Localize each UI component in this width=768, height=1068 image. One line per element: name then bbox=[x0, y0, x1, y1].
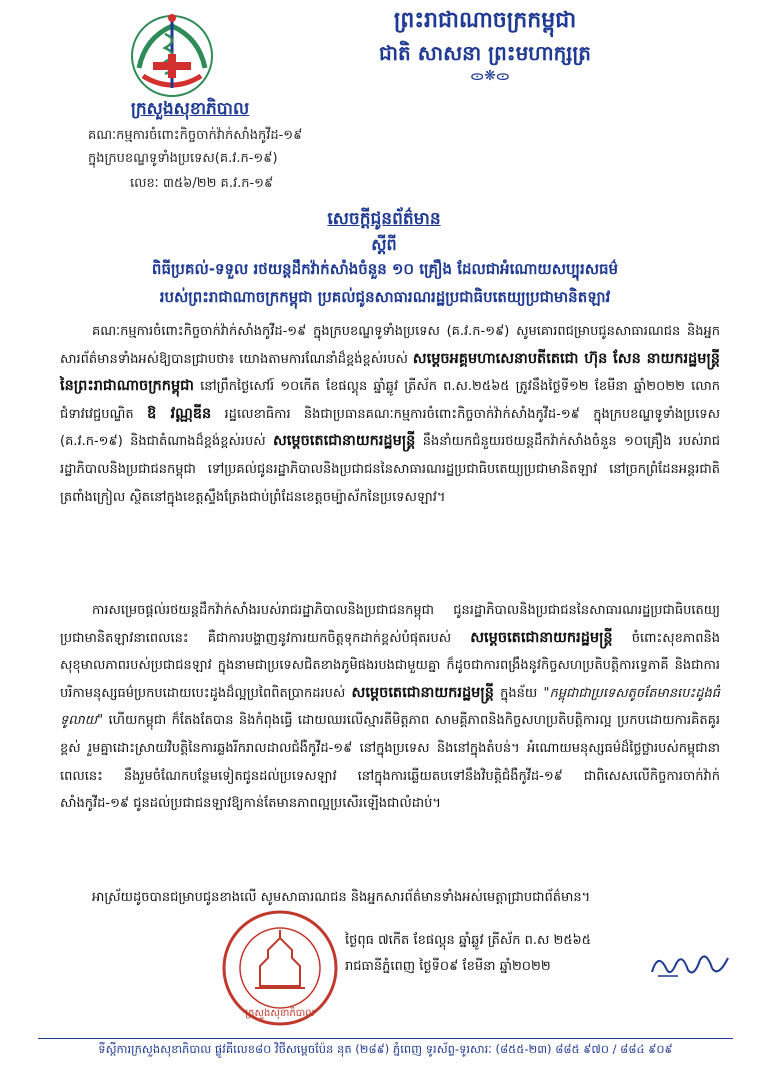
paragraph-text: ចំពោះសុខភាពនិងសុខុមាលភាពរបស់ប្រជាជនឡាវ ក្នុងនាមជាប្រទេសជិតខាងភូមិផងរបងជាមួយគ្នា ក៏ដូចជាការពង្រឹងនូវកិច្ចសហប្រតិបត្តិការទ្វេភាគី និងជាការបរិកាមនុស្សធម៌ប្រកបដោយបេះដូងដ៏ល្អប្រពៃពិតប្រាកដរបស់ bbox=[60, 630, 720, 701]
paragraph-text: គណៈកម្មការចំពោះកិច្ចចាក់វ៉ាក់សាំងកូវីដ-១៩ ក្នុងក្របខណ្ឌទូទាំងប្រទេស (គ.វ.ក-១៩) សូមគោរពជម្រាបជូនសាធារណជន និងអ្នកសារព័ត៌មានទាំងអស់ឱ្យបានជ្រាបថា៖ យោងតាមការណែនាំដ៏ខ្ពង់ខ្ពស់របស់ bbox=[60, 324, 720, 367]
emphasis-prime-minister: សម្តេចតេជោនាយករដ្ឋមន្ត្រី bbox=[470, 629, 613, 646]
stamp-text: ក្រសួងសុខាភិបាល bbox=[245, 1008, 315, 1019]
quoted-phrase: "កម្ពុជាជាប្រទេសតូចតែមានបេះដូងធំទូលាយ" bbox=[60, 685, 720, 729]
document-subject-line2: របស់ព្រះរាជាណាចក្រកម្ពុជា ប្រគល់ជូនសាធារណរដ្ឋប្រជាធិបតេយ្យប្រជាមានិតឡាវ bbox=[159, 288, 611, 306]
committee-scope: ក្នុងក្របខណ្ឌទូទាំងប្រទេស(គ.វ.ក-១៩) bbox=[88, 151, 278, 166]
paragraph-text: អាស្រ័យដូចបានជម្រាបជូនខាងលើ សូមសាធារណជន និងអ្នកសារព័ត៌មានទាំងអស់មេត្តាជ្រាបជាព័ត៌មាន។ bbox=[92, 890, 591, 905]
emphasis-secretary-name: ឱ វណ្ណឌីន bbox=[147, 405, 212, 422]
ornament-divider: ᯣ❋ᯣ bbox=[470, 68, 510, 84]
paragraph-text: ហើយកម្ពុជា ក៏តែងតែបាន និងកំពុងធ្វើ ដោយឈរលើស្មារតីមិត្តភាព សាមគ្គីភាពនិងកិច្ចសហប្រតិបត្តិការល្អ ប្រកបដោយការគិតគូរខ្ពស់ រួមគ្នាដោះស្រាយវិបត្តិនៃការឆ្លងរីករាលដាលជំងឺកូវីដ-១៩ នៅក្នុងប្រទេស និងនៅក្នុងតំបន់។ អំណោយមនុស្សធម៌ដ៏ថ្លៃថ្លារបស់កម្ពុជានាពេលនេះ នឹងរួមចំណែកបន្ថែមទៀតជូនដល់ប្រទេសឡាវ នៅក្នុងការឆ្លើយតបទៅនឹងវិបត្តិជំងឺកូវីដ-១៩ ជាពិសេសលើកិច្ចការចាក់វ៉ាក់សាំងកូវីដ-១៩ ជូនដល់ប្រជាជនឡាវឱ្យកាន់តែមានភាពល្អប្រសើរឡើងជាលំដាប់។ bbox=[60, 713, 720, 812]
body-paragraph-1 bbox=[60, 318, 720, 511]
date-solar: រាជធានីភ្នំពេញ ថ្ងៃទី០៩ ខែមីនា ឆ្នាំ២០២២ bbox=[345, 959, 551, 974]
document-title: សេចក្តីជូនព័ត៌មាន bbox=[327, 209, 441, 229]
emphasis-prime-minister: សម្តេចតេជោនាយករដ្ឋមន្ត្រី bbox=[272, 433, 416, 450]
national-title: ព្រះរាជាណាចក្រកម្ពុជា bbox=[393, 8, 577, 33]
ministry-name: ក្រសួងសុខាភិបាល bbox=[130, 99, 250, 119]
body-paragraph-3 bbox=[60, 884, 720, 912]
paragraph-text: ក្នុងន័យ bbox=[493, 685, 544, 701]
committee-name: គណៈកម្មការចំពោះកិច្ចចាក់វ៉ាក់សាំងកូវីដ-១៩ bbox=[88, 128, 303, 143]
emphasis-prime-minister: សម្តេចអគ្គមហាសេនាបតីតេជោ ហ៊ុន សែន នាយករដ្ឋមន្ត្រីនៃព្រះរាជាណាចក្រកម្ពុជា bbox=[60, 350, 720, 395]
official-stamp bbox=[205, 908, 355, 1028]
signature bbox=[648, 948, 733, 982]
body-paragraph-2 bbox=[60, 597, 720, 818]
document-number: លេខៈ ៣៥៦/២២ គ.វ.ក-១៩ bbox=[130, 176, 274, 191]
national-motto: ជាតិ សាសនា ព្រះមហាក្សត្រ bbox=[379, 41, 591, 65]
paragraph-text: ការសម្រេចផ្តល់រថយន្តដឹកវ៉ាក់សាំងរបស់រាជរដ្ឋាភិបាលនិងប្រជាជនកម្ពុជា ជូនរដ្ឋាភិបាលនិងប្រជាជននៃសាធារណរដ្ឋប្រជាធិបតេយ្យប្រជាមានិតឡាវនាពេលនេះ គឺជាការបង្ហាញនូវការយកចិត្តទុកដាក់ខ្ពស់បំផុតរបស់ bbox=[60, 603, 720, 646]
paragraph-text: នៅព្រឹកថ្ងៃសៅរ៍ ១០កើត ខែផល្គុន ឆ្នាំឆ្លូវ ត្រីស័ក ព.ស.២៥៦៥ ត្រូវនឹងថ្ងៃទី១២ ខែមីនា ឆ្នាំ២០២២ លោកជំទាវវេជ្ជបណ្ឌិត bbox=[60, 379, 720, 422]
emphasis-prime-minister: សម្តេចតេជោនាយករដ្ឋមន្ត្រី bbox=[351, 684, 494, 701]
document-subject-label: ស្តីពី bbox=[371, 235, 397, 254]
paragraph-text: នឹងនាំយកជំនួយរថយន្តដឹកវ៉ាក់សាំងចំនួន ១០គ្រឿង របស់រាជរដ្ឋាភិបាលនិងប្រជាជនកម្ពុជា ទៅប្រគល់ជូនរដ្ឋាភិបាលនិងប្រជាជននៃសាធារណរដ្ឋប្រជាធិបតេយ្យប្រជាមានិតឡាវ នៅច្រកព្រំដែនអន្តរជាតិត្រពាំងក្រៀល ស្ថិតនៅក្នុងខេត្តស្ទឹងត្រែងជាប់ព្រំដែនខេត្តចម្ប៉ាស័កនៃប្រទេសឡាវ។ bbox=[60, 434, 720, 505]
footer-address: ទីស្តីការក្រសួងសុខាភិបាល ផ្លូវគីលេខ៨០ វិថីសម្តេចប៉ែន នុត (២៨៩) ភ្នំពេញ ទូរស័ព្ទ-ទូរសារៈ (៨៥៥-២៣) ៨៨៥ ៩៧០ / ៨៨៤ ៩០៩ bbox=[98, 1042, 673, 1056]
date-lunar: ថ្ងៃពុធ ៧កើត ខែផល្គុន ឆ្នាំឆ្លូវ ត្រីស័ក ព.ស ២៥៦៥ bbox=[345, 933, 591, 948]
paragraph-text: រដ្ឋលេខាធិការ និងជាប្រធានគណៈកម្មការចំពោះកិច្ចចាក់វ៉ាក់សាំងកូវីដ-១៩ ក្នុងក្របខណ្ឌទូទាំងប្រទេស (គ.វ.ក-១៩) និងជាតំណាងដ៏ខ្ពង់ខ្ពស់របស់ bbox=[60, 406, 721, 450]
document-subject-line1: ពិធីប្រគល់-ទទួល រថយន្តដឹកវ៉ាក់សាំងចំនួន ១០ គ្រឿង ដែលជាអំណោយសប្បុរសធម៌ bbox=[151, 260, 619, 278]
footer-divider bbox=[38, 1038, 733, 1039]
ministry-of-health-logo bbox=[125, 8, 220, 100]
